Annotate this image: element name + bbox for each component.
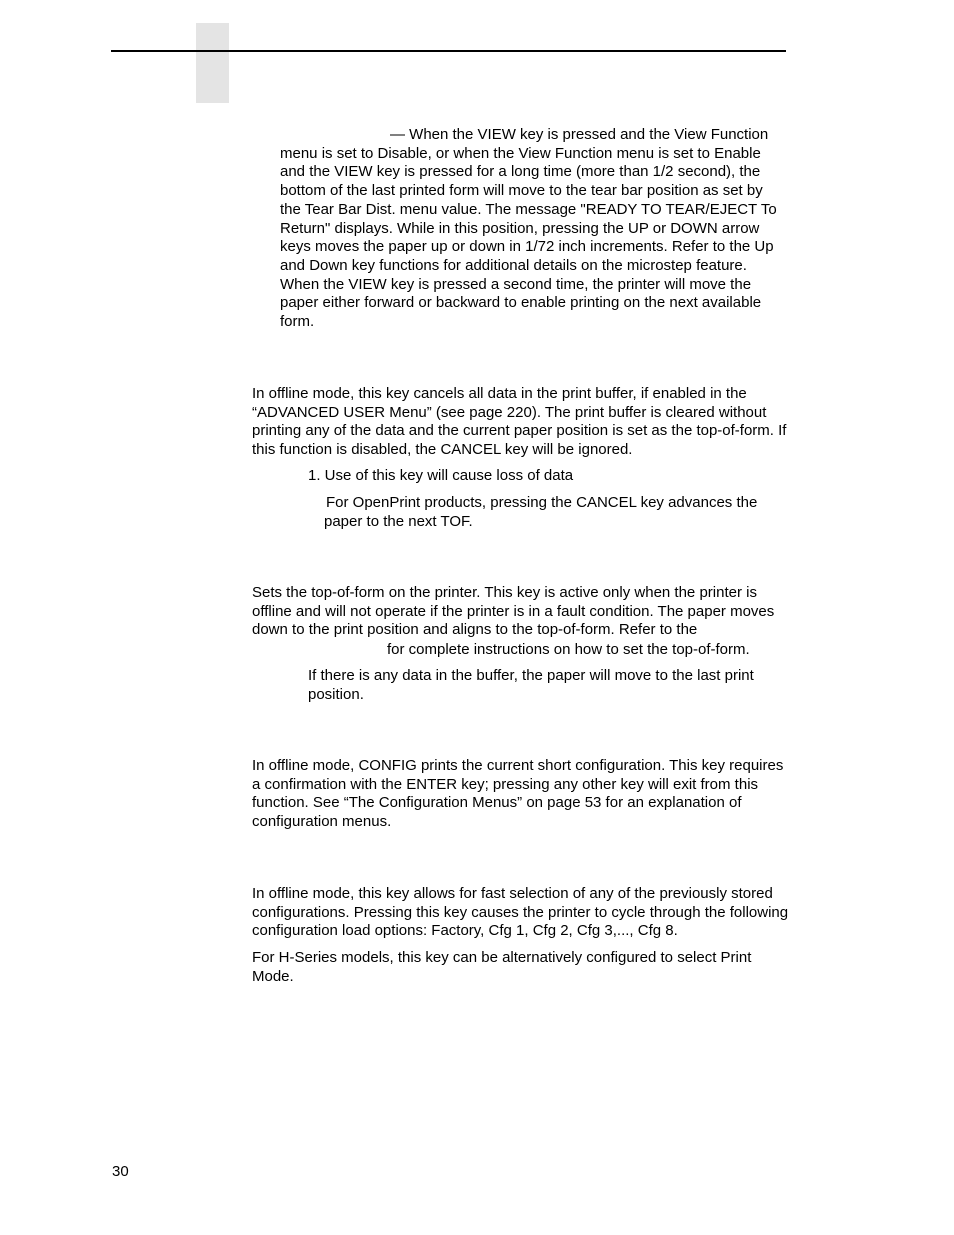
- chapter-tab: [196, 23, 229, 103]
- page-number: 30: [112, 1163, 129, 1180]
- cancel-caution: 1. Use of this key will cause loss of data: [308, 467, 574, 484]
- cancel-key-description: In offline mode, this key cancels all data in the print buffer, if enabled in the “ADVANCED USER Menu” (see page 220). The print buffer is cleared without printing any of the data and the current paper position is set as the top-of-form. If this function is disabled, the CANCEL key will be ignored.: [252, 385, 787, 459]
- set-tof-description-continued: for complete instructions on how to set the top-of-form.: [387, 641, 750, 658]
- header-rule: [111, 50, 786, 52]
- view-key-description: — When the VIEW key is pressed and the View Function menu is set to Disable, or when the View Function menu is set to Enable and the VIEW key is pressed for a long time (more than 1/2 second), the bottom of the last printed form will move to the tear bar position as set by the Tear Bar Dist. menu value. The message "READY TO TEAR/EJECT To Return" displays. While in this position, pressing the UP or DOWN arrow keys moves the paper up or down in 1/72 inch increments. Refer to the Up and Down key functions for additional details on the microstep feature. When the VIEW key is pressed a second time, the printer will move the paper either forward or backward to enable printing on the next available form.: [280, 126, 777, 331]
- cfg-select-hseries-note: For H-Series models, this key can be alternatively configured to select Print Mode.: [252, 949, 752, 985]
- cancel-openprint-note: For OpenPrint products, pressing the CANCEL key advances the paper to the next TOF.: [324, 494, 758, 530]
- cfg-select-description: In offline mode, this key allows for fast selection of any of the previously stored configurations. Pressing this key causes the printer to cycle through the following configuration load options: Factory, Cfg 1, Cfg 2, Cfg 3,..., Cfg 8.: [252, 885, 789, 940]
- set-tof-note: If there is any data in the buffer, the paper will move to the last print position.: [308, 667, 754, 703]
- config-key-description: In offline mode, CONFIG prints the current short configuration. This key requires a confirmation with the ENTER key; pressing any other key will exit from this function. See “The Configuration Menus” on page 53 for an explanation of configuration menus.: [252, 757, 784, 831]
- set-tof-description: Sets the top-of-form on the printer. This key is active only when the printer is offline and will not operate if the printer is in a fault condition. The paper moves down to the print position and aligns to the top-of-form. Refer to the: [252, 584, 775, 639]
